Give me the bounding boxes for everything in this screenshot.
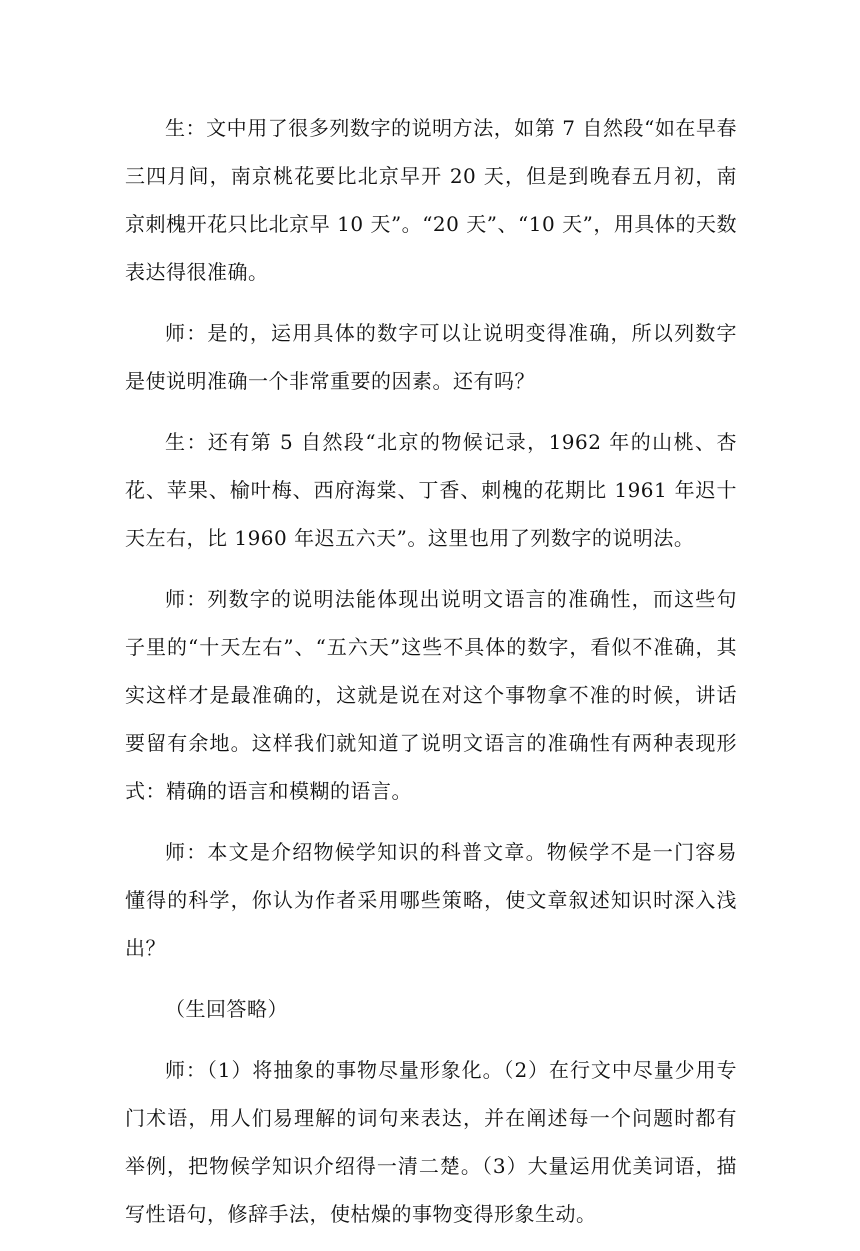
paragraph-student-2: 生：还有第 5 自然段“北京的物候记录，1962 年的山桃、杏花、苹果、榆叶梅、西府海棠、丁香、刺槐的花期比 1961 年迟十天左右，比 1960 年迟五六天”。这里也用了列数字的说明法。 — [125, 430, 737, 550]
paragraph-teacher-3: 师：本文是介绍物候学知识的科普文章。物候学不是一门容易懂得的科学，你认为作者采用哪些策略，使文章叙述知识时深入浅出？ — [125, 840, 737, 960]
paragraph-teacher-1: 师：是的，运用具体的数字可以让说明变得准确，所以列数字是使说明准确一个非常重要的因素。还有吗？ — [125, 321, 737, 393]
paragraph-student-answer-omitted: （生回答略） — [165, 997, 288, 1021]
paragraph-teacher-2: 师：列数字的说明法能体现出说明文语言的准确性，而这些句子里的“十天左右”、“五六天”这些不具体的数字，看似不准确，其实这样才是最准确的，这就是说在对这个事物拿不准的时候，讲话要留有余地。这样我们就知道了说明文语言的准确性有两种表现形式：精确的语言和模糊的语言。 — [125, 587, 737, 803]
paragraph-teacher-4: 师：（1）将抽象的事物尽量形象化。（2）在行文中尽量少用专门术语，用人们易理解的词句来表达，并在阐述每一个问题时都有举例，把物候学知识介绍得一清二楚。（3）大量运用优美词语，描写性语句，修辞手法，使枯燥的事物变得形象生动。 — [125, 1058, 737, 1226]
document-page — [125, 104, 737, 1251]
paragraph-student-1: 生：文中用了很多列数字的说明方法，如第 7 自然段“如在早春三四月间，南京桃花要比北京早开 20 天，但是到晚春五月初，南京刺槐开花只比北京早 10 天”。“20 天”、“10 天”，用具体的天数表达得很准确。 — [125, 116, 737, 284]
